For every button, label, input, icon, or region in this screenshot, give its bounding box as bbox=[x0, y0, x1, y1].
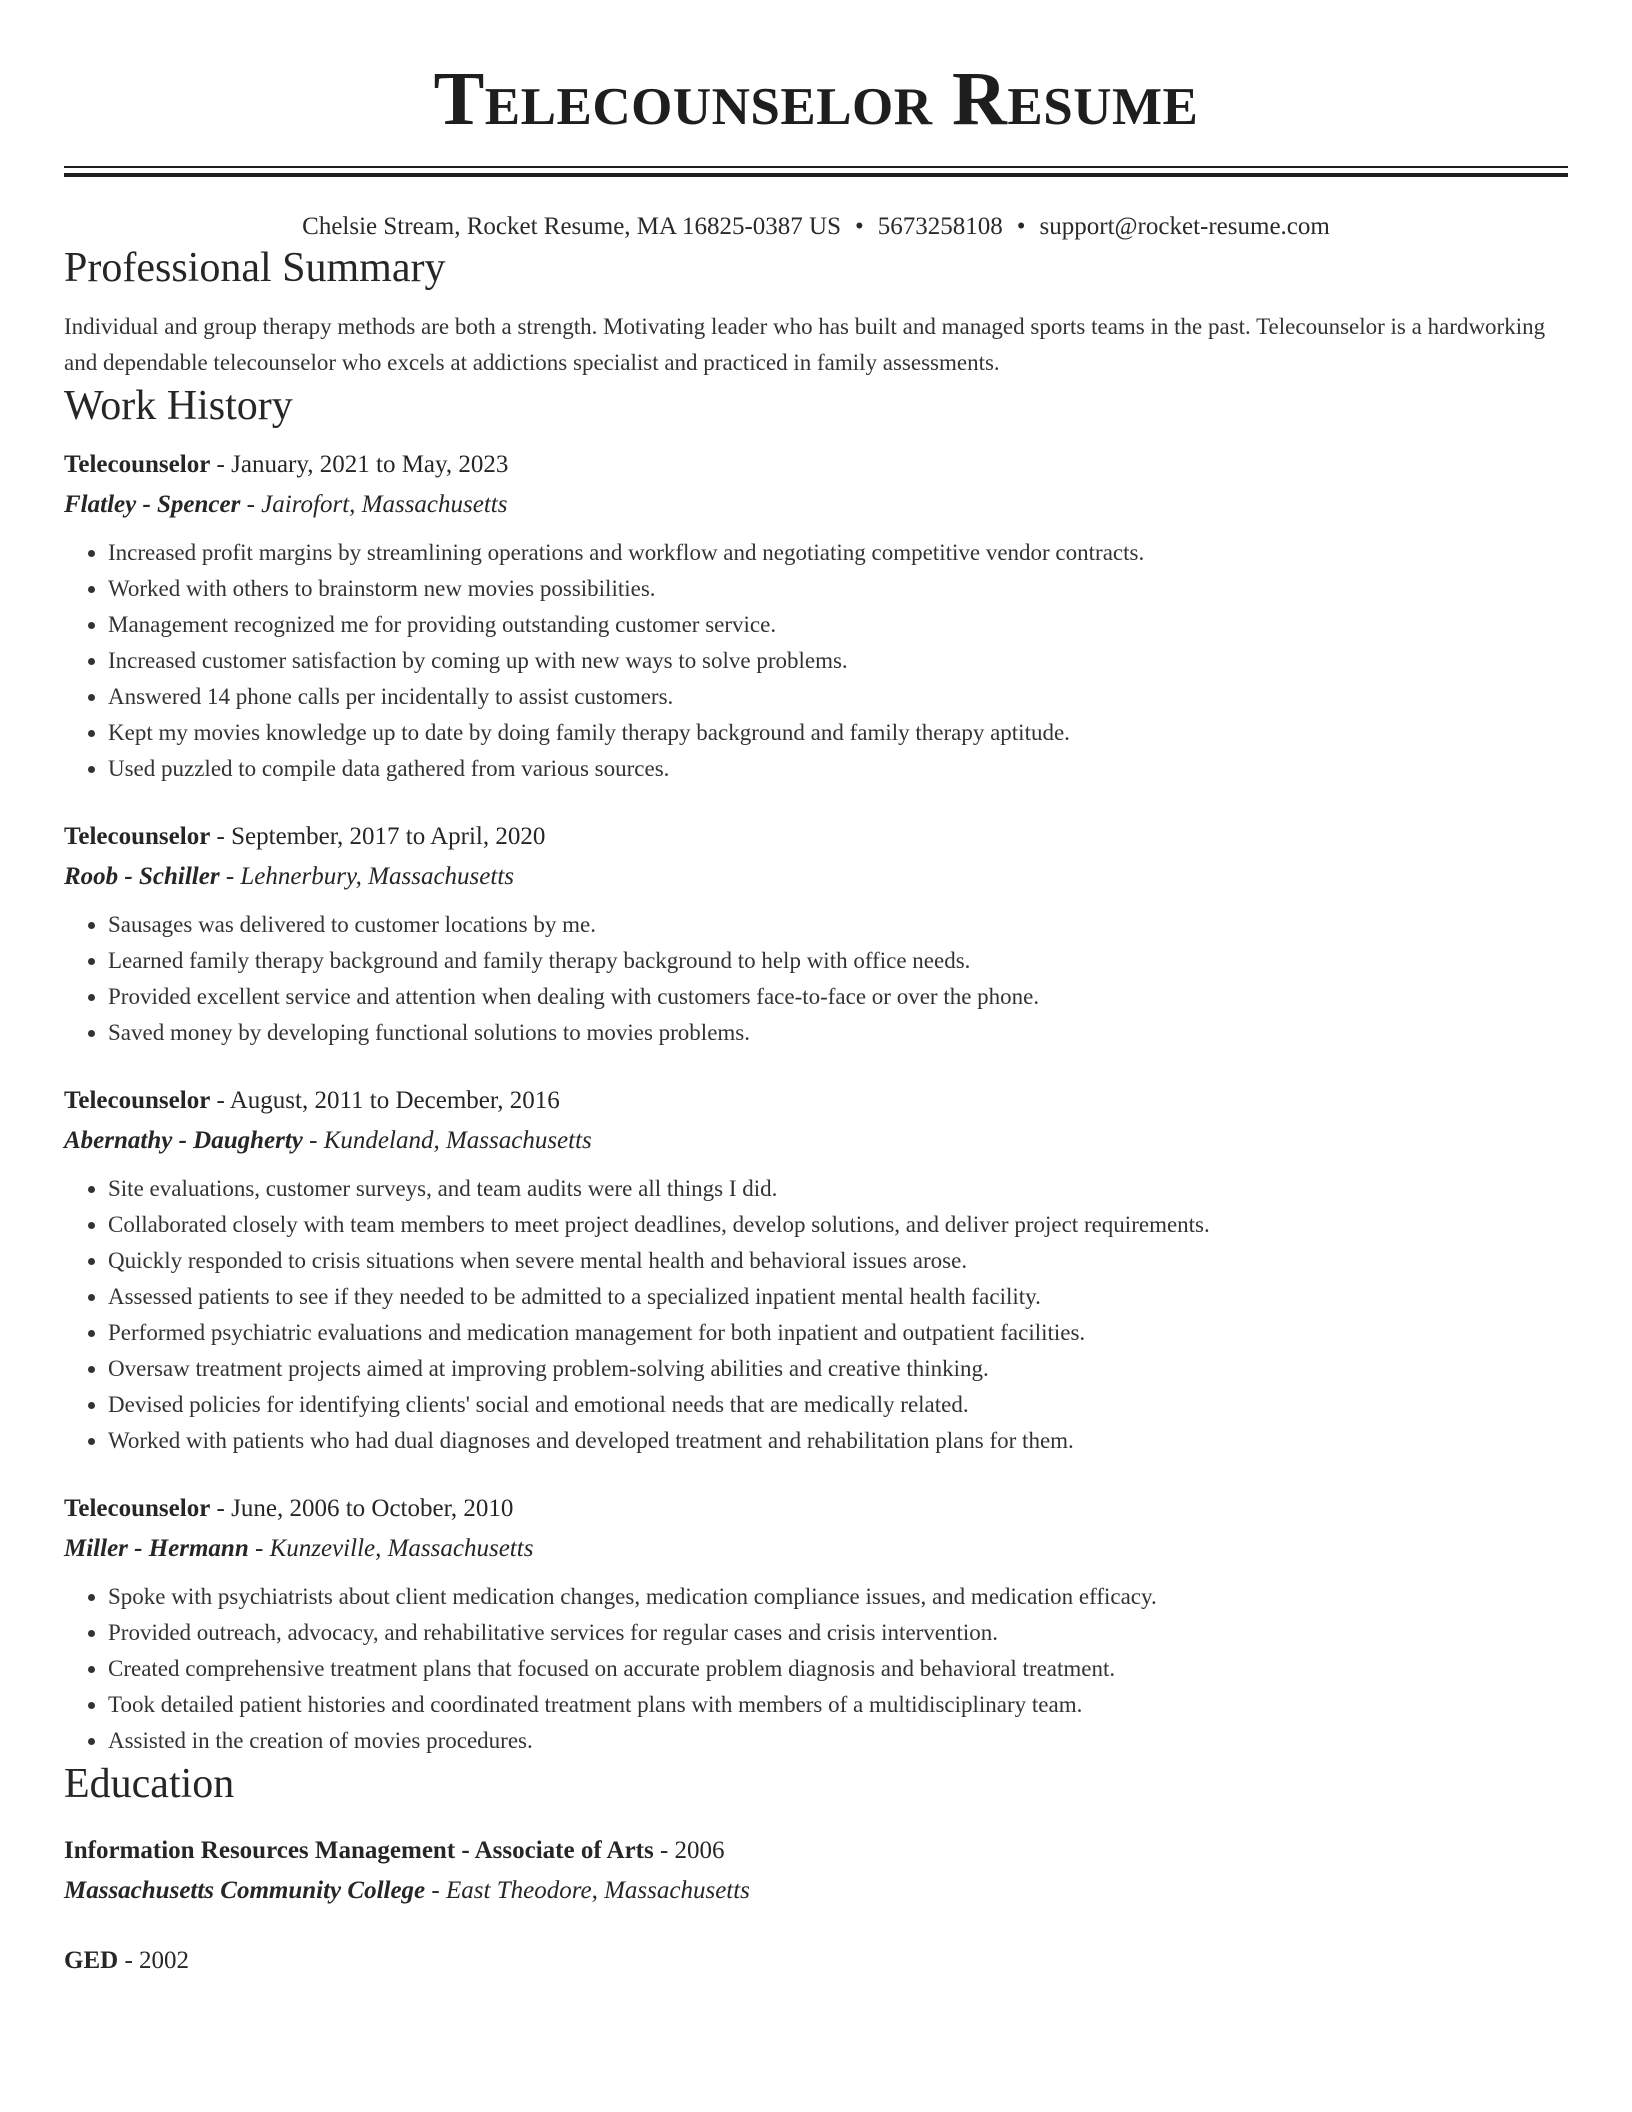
job-company: Miller - Hermann bbox=[64, 1535, 249, 1562]
job-bullets bbox=[64, 1579, 1568, 1759]
job-company-line bbox=[64, 857, 1568, 897]
job-company: Abernathy - Daugherty bbox=[64, 1127, 303, 1154]
summary-heading: Professional Summary bbox=[64, 245, 446, 291]
contact-email: support@rocket-resume.com bbox=[1039, 213, 1330, 240]
education-year: - 2002 bbox=[118, 1947, 190, 1974]
job-bullet: • Increased customer satisfaction by coming up with new ways to solve problems. bbox=[108, 643, 1568, 679]
job-company: Roob - Schiller bbox=[64, 863, 220, 890]
job-location: - Kunzeville, Massachusetts bbox=[248, 1535, 534, 1562]
job-bullets bbox=[64, 907, 1568, 1051]
job-bullet: • Collaborated closely with team members to meet project deadlines, develop solutions, and deliver project requirements. bbox=[108, 1207, 1568, 1243]
work-history-heading: Work History bbox=[64, 383, 293, 429]
education-degree: Information Resources Management - Associate of Arts bbox=[64, 1837, 654, 1864]
job-bullet: • Created comprehensive treatment plans that focused on accurate problem diagnosis and behavioral treatment. bbox=[108, 1651, 1568, 1687]
education-location: - East Theodore, Massachusetts bbox=[425, 1877, 750, 1904]
contact-separator: • bbox=[1016, 213, 1026, 240]
job-company-line bbox=[64, 485, 1568, 525]
job-company: Flatley - Spencer bbox=[64, 491, 241, 518]
job-bullet: • Worked with others to brainstorm new movies possibilities. bbox=[108, 571, 1568, 607]
job-bullet: • Provided excellent service and attention when dealing with customers face-to-face or over the phone. bbox=[108, 979, 1568, 1015]
contact-line bbox=[64, 211, 1568, 243]
job-title-line bbox=[64, 1489, 1568, 1529]
job-bullet: • Management recognized me for providing outstanding customer service. bbox=[108, 607, 1568, 643]
job-title: Telecounselor bbox=[64, 1087, 211, 1114]
job-bullet: • Site evaluations, customer surveys, and team audits were all things I did. bbox=[108, 1171, 1568, 1207]
job-dates: - September, 2017 to April, 2020 bbox=[210, 823, 546, 850]
education-heading: Education bbox=[64, 1761, 235, 1807]
job-bullet: • Spoke with psychiatrists about client medication changes, medication compliance issues, and medication efficacy. bbox=[108, 1579, 1568, 1615]
contact-phone: 5673258108 bbox=[877, 213, 1003, 240]
job-bullet: • Devised policies for identifying clients' social and emotional needs that are medically related. bbox=[108, 1387, 1568, 1423]
job-dates: - January, 2021 to May, 2023 bbox=[210, 451, 509, 478]
job-bullet: • Performed psychiatric evaluations and medication management for both inpatient and outpatient facilities. bbox=[108, 1315, 1568, 1351]
job-title-line bbox=[64, 445, 1568, 485]
summary-text: Individual and group therapy methods are both a strength. Motivating leader who has built and managed sports teams in the past. Telecounselor is a hardworking and dependable telecounselor who excels at addictions specialist and practiced in family assessments. bbox=[64, 314, 1546, 375]
job-bullet: • Increased profit margins by streamlining operations and workflow and negotiating competitive vendor contracts. bbox=[108, 535, 1568, 571]
job-entry bbox=[64, 1489, 1568, 1759]
contact-address: Chelsie Stream, Rocket Resume, MA 16825-0387 US bbox=[302, 213, 841, 240]
education-school-line bbox=[64, 1871, 1568, 1911]
job-company-line bbox=[64, 1121, 1568, 1161]
job-location: - Jairofort, Massachusetts bbox=[240, 491, 508, 518]
job-company-line bbox=[64, 1529, 1568, 1569]
job-title-line bbox=[64, 1081, 1568, 1121]
education-entry bbox=[64, 1831, 1568, 1911]
job-bullet: • Used puzzled to compile data gathered from various sources. bbox=[108, 751, 1568, 787]
job-title-line bbox=[64, 817, 1568, 857]
job-bullet: • Took detailed patient histories and coordinated treatment plans with members of a multidisciplinary team. bbox=[108, 1687, 1568, 1723]
job-entry bbox=[64, 445, 1568, 787]
job-entry bbox=[64, 1081, 1568, 1459]
job-title: Telecounselor bbox=[64, 1495, 211, 1522]
job-bullet: • Answered 14 phone calls per incidentally to assist customers. bbox=[108, 679, 1568, 715]
education-school: Massachusetts Community College bbox=[64, 1877, 426, 1904]
job-bullet: • Worked with patients who had dual diagnoses and developed treatment and rehabilitation plans for them. bbox=[108, 1423, 1568, 1459]
job-bullet: • Assessed patients to see if they needed to be admitted to a specialized inpatient mental health facility. bbox=[108, 1279, 1568, 1315]
job-bullet: • Provided outreach, advocacy, and rehabilitative services for regular cases and crisis intervention. bbox=[108, 1615, 1568, 1651]
job-bullet: • Oversaw treatment projects aimed at improving problem-solving abilities and creative thinking. bbox=[108, 1351, 1568, 1387]
job-bullet: • Assisted in the creation of movies procedures. bbox=[108, 1723, 1568, 1759]
job-dates: - June, 2006 to October, 2010 bbox=[210, 1495, 514, 1522]
job-title: Telecounselor bbox=[64, 823, 211, 850]
education-year: - 2006 bbox=[653, 1837, 725, 1864]
job-title: Telecounselor bbox=[64, 451, 211, 478]
job-location: - Lehnerbury, Massachusetts bbox=[219, 863, 514, 890]
title-divider-thin bbox=[64, 166, 1568, 168]
job-bullet: • Sausages was delivered to customer locations by me. bbox=[108, 907, 1568, 943]
education-entry bbox=[64, 1941, 1568, 1981]
title-divider-thick bbox=[64, 173, 1568, 177]
job-bullet: • Kept my movies knowledge up to date by doing family therapy background and family therapy aptitude. bbox=[108, 715, 1568, 751]
resume-title: Telecounselor Resume bbox=[433, 57, 1199, 141]
resume-page bbox=[64, 0, 1568, 1981]
job-bullet: • Learned family therapy background and family therapy background to help with office needs. bbox=[108, 943, 1568, 979]
education-degree-line bbox=[64, 1831, 1568, 1871]
job-dates: - August, 2011 to December, 2016 bbox=[210, 1087, 560, 1114]
job-location: - Kundeland, Massachusetts bbox=[302, 1127, 592, 1154]
job-bullets bbox=[64, 1171, 1568, 1459]
job-bullet: • Saved money by developing functional solutions to movies problems. bbox=[108, 1015, 1568, 1051]
education-degree-line bbox=[64, 1941, 1568, 1981]
contact-separator: • bbox=[855, 213, 864, 240]
job-entry bbox=[64, 817, 1568, 1051]
job-bullets bbox=[64, 535, 1568, 787]
job-bullet: • Quickly responded to crisis situations when severe mental health and behavioral issues arose. bbox=[108, 1243, 1568, 1279]
education-degree: GED bbox=[64, 1947, 119, 1974]
